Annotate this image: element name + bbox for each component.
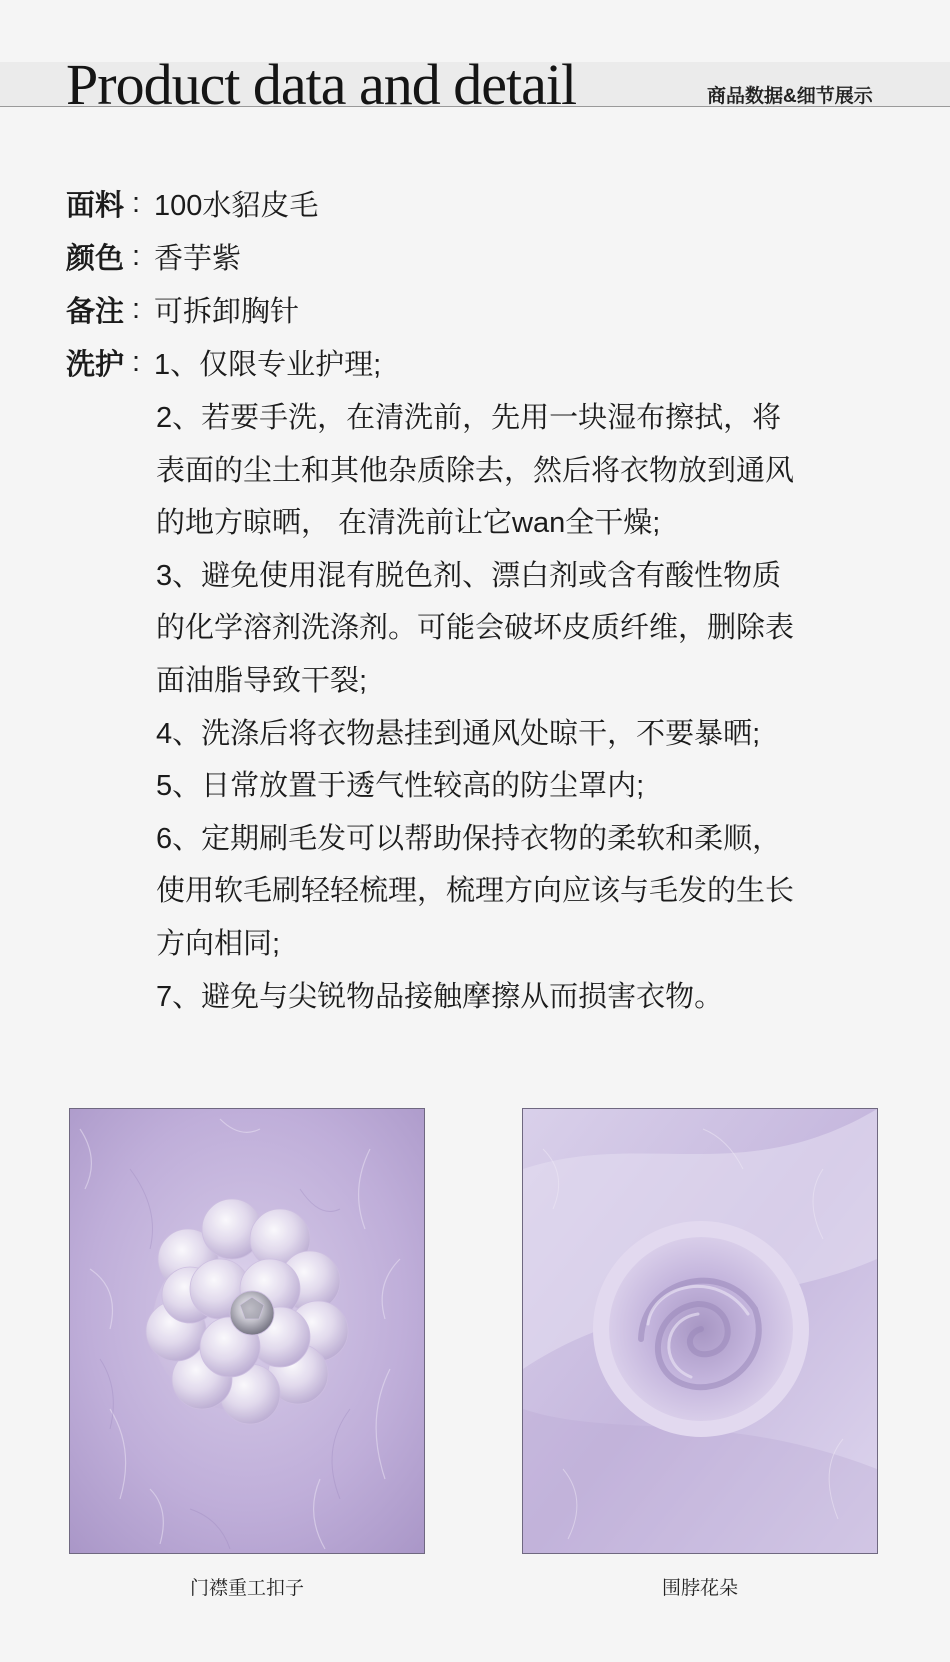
spec-value: 1、仅限专业护理; [154, 348, 382, 381]
spec-value: 可拆卸胸针 [154, 295, 300, 328]
care-line: 3、避免使用混有脱色剂、漂白剂或含有酸性物质 [156, 559, 782, 592]
spec-value: 香芋紫 [154, 242, 242, 275]
spec-colon: : [132, 345, 141, 378]
care-line: 的地方晾晒， 在清洗前让它wan全干燥; [156, 507, 661, 540]
care-line: 7、避免与尖锐物品接触摩擦从而损害衣物。 [156, 980, 724, 1013]
care-line: 6、定期刷毛发可以帮助保持衣物的柔软和柔顺， [156, 822, 782, 855]
spec-row-fabric [66, 176, 318, 230]
photo-caption: 围脖花朵 [661, 1578, 738, 1599]
care-line: 4、洗涤后将衣物悬挂到通风处晾干，不要暴晒; [156, 717, 761, 750]
spec-colon: : [132, 186, 141, 219]
care-line: 5、日常放置于透气性较高的防尘罩内; [156, 770, 645, 803]
care-line: 面油脂导致干裂; [156, 664, 368, 697]
photo-crystal-button [69, 1108, 425, 1554]
page-subtitle: 商品数据&细节展示 [707, 86, 873, 107]
care-line: 表面的尘土和其他杂质除去，然后将衣物放到通风 [156, 454, 795, 487]
spec-value: 100水貂皮毛 [154, 189, 319, 222]
spec-label: 洗护 [66, 348, 125, 381]
spec-label: 颜色 [66, 242, 125, 275]
photo-caption: 门襟重工扣子 [189, 1578, 304, 1599]
fur-flower-image [523, 1109, 877, 1553]
spec-row-note [66, 282, 299, 336]
spec-row-color [66, 229, 241, 283]
page-title: Product data and detail [66, 52, 577, 117]
care-line: 方向相同; [156, 927, 281, 960]
spec-label: 备注 [66, 295, 125, 328]
spec-row-care [66, 335, 381, 389]
care-line: 的化学溶剂洗涤剂。可能会破坏皮质纤维，删除表 [156, 612, 795, 645]
care-line: 使用软毛刷轻轻梳理，梳理方向应该与毛发的生长 [156, 875, 795, 908]
care-line: 2、若要手洗，在清洗前，先用一块湿布擦拭，将 [156, 402, 782, 434]
spec-label: 面料 [66, 189, 125, 222]
spec-colon: : [132, 292, 141, 325]
photo-fur-flower [522, 1108, 878, 1554]
spec-colon: : [132, 239, 141, 272]
crystal-button-image [70, 1109, 424, 1553]
care-instructions [156, 392, 836, 1023]
